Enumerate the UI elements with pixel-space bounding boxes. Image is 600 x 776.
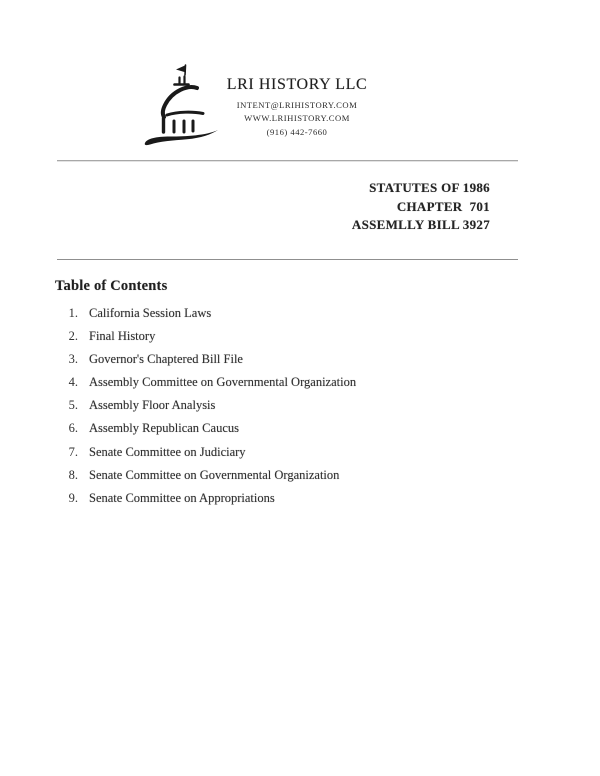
toc-title: Table of Contents: [55, 278, 168, 294]
toc-item: [60, 371, 356, 394]
toc-item-number: 7.: [68, 444, 78, 459]
toc-item: [60, 464, 356, 487]
toc-item-number: 2.: [68, 329, 78, 344]
toc-item-label: Senate Committee on Appropriations: [89, 490, 275, 505]
toc-item: [60, 302, 356, 325]
toc-item-label: Senate Committee on Judiciary: [89, 444, 246, 459]
toc-item-label: Final History: [89, 329, 156, 344]
toc-item: [60, 348, 356, 371]
logo-base-stroke: [145, 130, 218, 145]
toc-item-number: 1.: [68, 306, 78, 320]
toc-item-number: 3.: [68, 352, 78, 367]
toc-item-number: 4.: [68, 375, 78, 390]
toc-item: [60, 394, 356, 417]
statutes-line: STATUTES OF 1986: [369, 180, 490, 195]
toc-item: [60, 487, 356, 510]
company-name: LRI HISTORY LLC: [226, 76, 368, 93]
toc-item-number: 5.: [68, 398, 78, 413]
docinfo-divider-rule: [57, 259, 518, 260]
toc-item: [60, 417, 356, 440]
letterhead: [218, 76, 376, 139]
toc-item-label: Senate Committee on Governmental Organization: [89, 467, 340, 482]
website-text: WWW.LRIHISTORY.COM: [244, 113, 350, 124]
toc-item-number: 9.: [68, 490, 78, 505]
toc-item-label: Governor's Chaptered Bill File: [89, 352, 243, 367]
toc-item: [60, 325, 356, 348]
toc-item-label: Assembly Committee on Governmental Organization: [89, 375, 357, 390]
toc-item-label: Assembly Floor Analysis: [89, 398, 216, 413]
phone-text: (916) 442-7660: [266, 126, 328, 137]
toc-item-number: 8.: [68, 467, 78, 482]
header-divider-rule: [57, 160, 518, 162]
toc-item-number: 6.: [68, 421, 78, 436]
document-info-block: [352, 179, 490, 235]
email-text: INTENT@LRIHISTORY.COM: [236, 100, 358, 110]
chapter-line: CHAPTER 701: [396, 198, 490, 214]
toc-list: [60, 302, 356, 510]
bill-line: ASSEMLLY BILL 3927: [351, 217, 490, 232]
toc-item: [60, 441, 356, 464]
toc-item-label: California Session Laws: [89, 306, 212, 320]
toc-item-label: Assembly Republican Caucus: [89, 421, 239, 436]
capitol-dome-logo-icon: [138, 58, 226, 146]
contact-block: [218, 99, 376, 139]
